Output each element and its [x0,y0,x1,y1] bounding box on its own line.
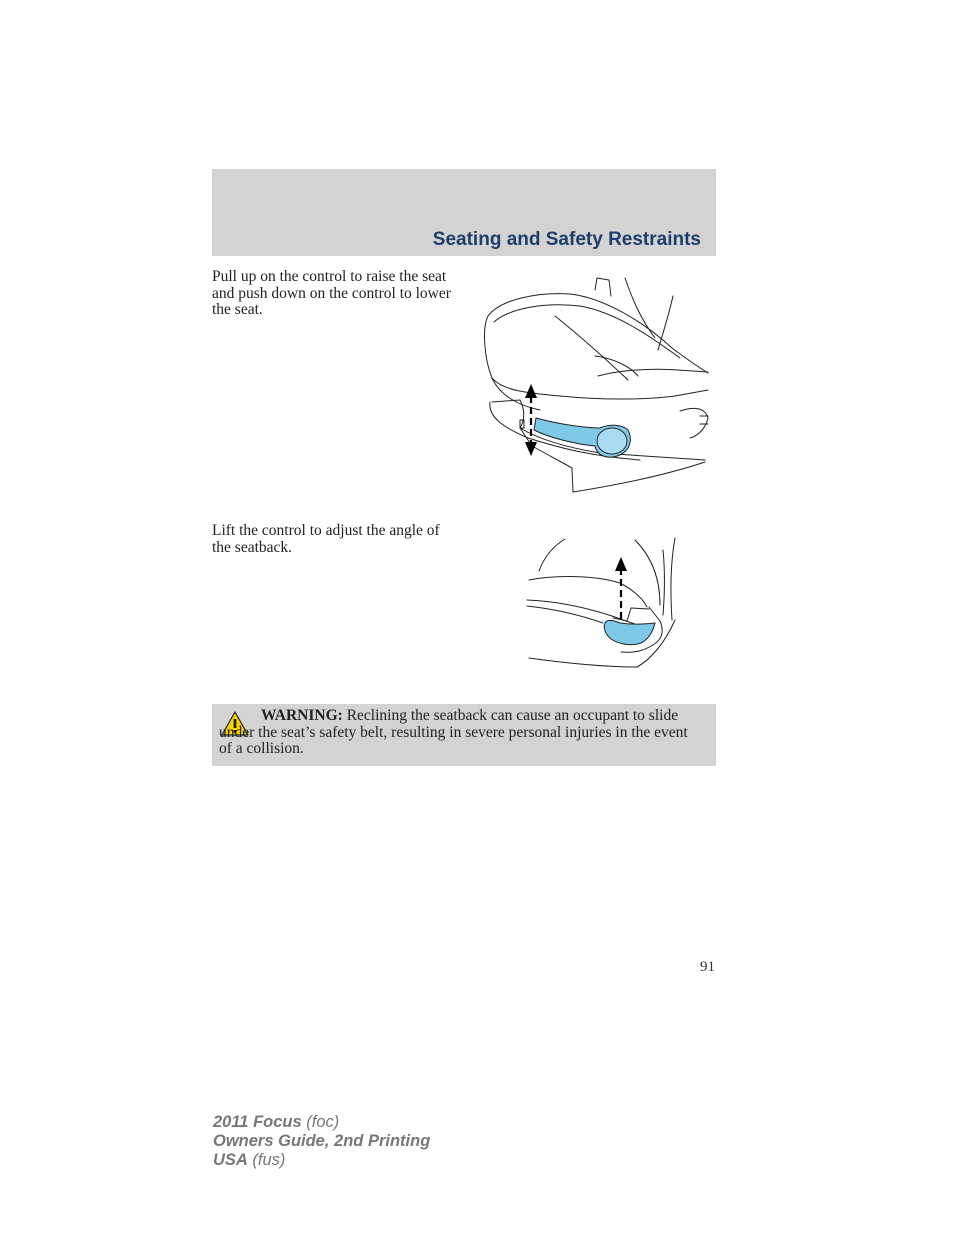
footer-model-line [213,1113,430,1132]
footer-guide: Owners Guide, 2nd Printing [213,1132,431,1150]
warning-text [219,708,689,758]
seatback-recline-instructions: Lift the control to adjust the angle of the seatback. [212,522,440,556]
footer-market: USA [213,1151,248,1169]
footer-guide-line [213,1132,430,1151]
warning-body: Reclining the seatback can cause an occupant to slide under the seat’s safety belt, resulting in severe personal injuries in the event of a collision. [219,707,688,757]
footer-model-code: (foc) [301,1113,340,1131]
page-number: 91 [700,959,715,975]
warning-box [212,704,716,766]
seat-height-control-illustration [480,278,712,494]
section-header [212,169,716,256]
footer-market-code: (fus) [247,1151,286,1169]
seat-height-instructions: Pull up on the control to raise the seat and push down on the control to lower the seat. [212,268,451,318]
warning-label: WARNING: [261,707,343,724]
footer [213,1113,430,1170]
seat-recline-control-illustration [525,535,680,670]
footer-model: 2011 Focus [213,1113,302,1131]
footer-market-line [213,1151,430,1170]
section-title: Seating and Safety Restraints [432,229,701,250]
